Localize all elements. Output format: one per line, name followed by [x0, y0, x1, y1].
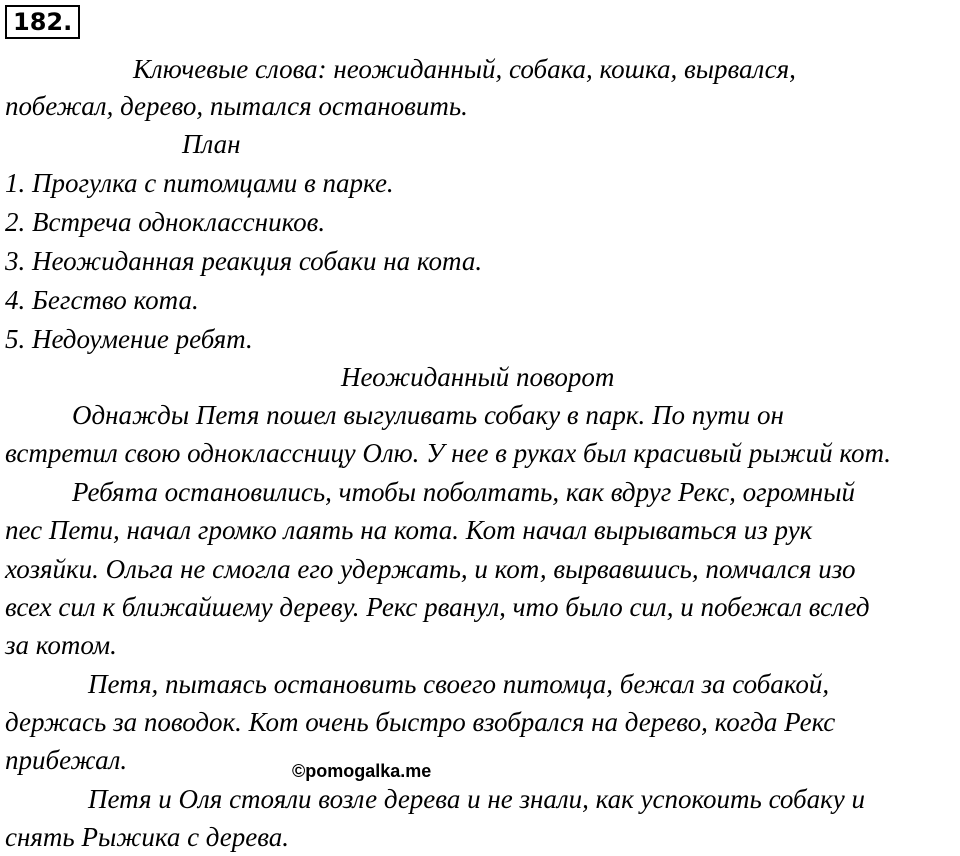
plan-item: 4. Бегство кота.	[5, 285, 199, 315]
story-line: прибежал.	[5, 745, 128, 775]
story-line: пес Пети, начал громко лаять на кота. Кот начал вырываться из рук	[5, 515, 813, 545]
plan-item: 3. Неожиданная реакция собаки на кота.	[5, 246, 483, 276]
keywords-line: побежал, дерево, пытался остановить.	[5, 91, 468, 121]
task-number: 182.	[5, 5, 80, 39]
plan-title: План	[182, 129, 241, 159]
story-line: Петя, пытаясь остановить своего питомца, бежал за собакой,	[88, 669, 830, 699]
story-title: Неожиданный поворот	[341, 362, 615, 392]
plan-item: 1. Прогулка с питомцами в парке.	[5, 168, 394, 198]
story-line: всех сил к ближайшему дереву. Рекс рванул, что было сил, и побежал вслед	[5, 592, 870, 622]
keywords-line: Ключевые слова: неожиданный, собака, кошка, вырвался,	[133, 54, 796, 84]
plan-item: 5. Недоумение ребят.	[5, 324, 253, 354]
story-line: Однажды Петя пошел выгуливать собаку в парк. По пути он	[72, 400, 784, 430]
story-line: Петя и Оля стояли возле дерева и не знали, как успокоить собаку и	[88, 784, 865, 814]
story-line: снять Рыжика с дерева.	[5, 822, 290, 852]
watermark-text: ©pomogalka.me	[292, 761, 432, 781]
plan-item: 2. Встреча одноклассников.	[5, 207, 326, 237]
story-line: держась за поводок. Кот очень быстро взобрался на дерево, когда Рекс	[5, 707, 836, 737]
story-line: Ребята остановились, чтобы поболтать, как вдруг Рекс, огромный	[72, 477, 855, 507]
story-line: за котом.	[5, 630, 117, 660]
story-line: хозяйки. Ольга не смогла его удержать, и кот, вырвавшись, помчался изо	[5, 554, 856, 584]
story-line: встретил свою одноклассницу Олю. У нее в руках был красивый рыжий кот.	[5, 438, 892, 468]
